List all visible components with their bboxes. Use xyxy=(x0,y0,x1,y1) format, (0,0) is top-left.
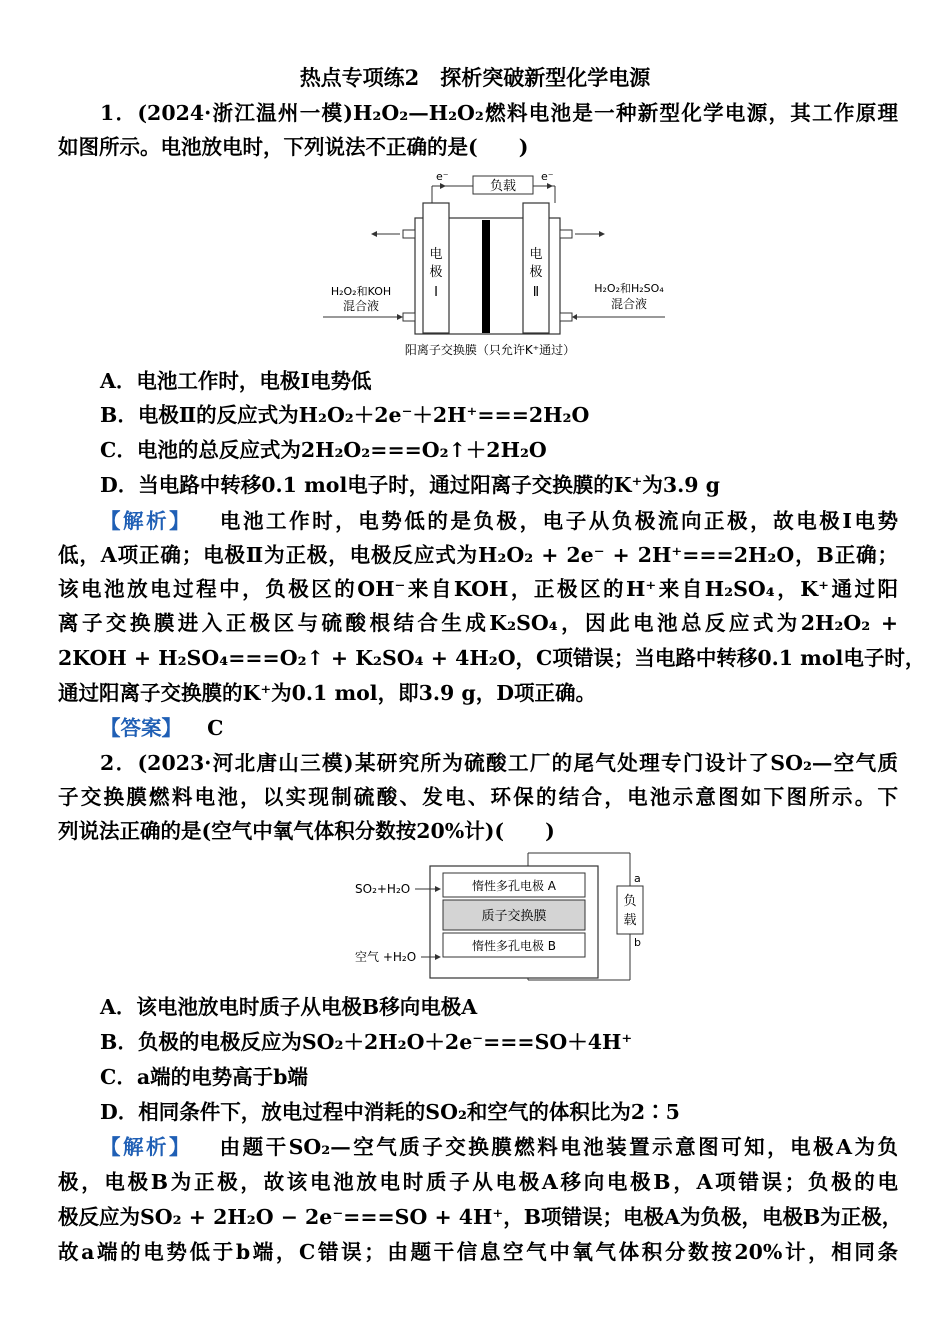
q1-option-a: A．电池工作时，电极Ⅰ电势低 xyxy=(100,369,372,393)
q1-analysis-line2: 低，A项正确；电极Ⅱ为正极，电极反应式为H₂O₂ + 2e⁻ + 2H⁺===2H₂O，B正确； xyxy=(58,543,898,567)
q1-answer xyxy=(100,711,898,745)
q2-option-d: D．相同条件下，放电过程中消耗的SO₂和空气的体积比为2∶5 xyxy=(100,1100,680,1124)
q1-analysis-line5: 2KOH + H₂SO₄===O₂↑ + K₂SO₄ + 4H₂O，C项错误；当电路中转移0.1 mol电子时， xyxy=(58,646,926,670)
svg-text:惰性多孔电极 A: 惰性多孔电极 A xyxy=(471,879,557,893)
svg-text:质子交换膜: 质子交换膜 xyxy=(481,909,547,924)
q2-analysis-line2: 极，电极B为正极，故该电池放电时质子从电极A移向电极B，A项错误；负极的电 xyxy=(58,1170,898,1194)
terminal-b-label: b xyxy=(634,936,641,949)
q1-option-d: D．当电路中转移0.1 mol电子时，通过阳离子交换膜的K⁺为3.9 g xyxy=(100,473,721,497)
left-solution-label: H₂O₂和KOH xyxy=(330,285,392,298)
q2-battery-diagram xyxy=(355,848,655,992)
q1-analysis-line6: 通过阳离子交换膜的K⁺为0.1 mol，即3.9 g，D项正确。 xyxy=(58,681,597,705)
svg-text:Ⅱ: Ⅱ xyxy=(532,285,540,300)
q1-analysis-tag: 【解析】 xyxy=(100,509,193,533)
q1-answer-tag: 【答案】 xyxy=(100,716,182,740)
q2-option-b: B．负极的电极反应为SO₂＋2H₂O＋2e⁻===SO＋4H⁺ xyxy=(100,1030,633,1054)
load-label: 负载 xyxy=(489,179,517,194)
membrane-label: 阳离子交换膜（只允许K⁺通过） xyxy=(404,343,576,357)
q1-answer-value: C xyxy=(207,716,224,740)
q1-option-b: B．电极Ⅱ的反应式为H₂O₂＋2e⁻＋2H⁺===2H₂O xyxy=(100,403,590,427)
svg-text:负: 负 xyxy=(623,894,637,909)
right-solution-label: H₂O₂和H₂SO₄ xyxy=(594,282,664,295)
page-title: 热点专项练2 探析突破新型化学电源 xyxy=(299,65,651,90)
q1-battery-diagram xyxy=(315,168,675,367)
svg-text:惰性多孔电极 B: 惰性多孔电极 B xyxy=(471,939,557,953)
terminal-a-label: a xyxy=(634,872,641,885)
q2-analysis-tag: 【解析】 xyxy=(100,1135,192,1159)
svg-text:Ⅰ: Ⅰ xyxy=(434,285,438,300)
q2-stem-line2: 子交换膜燃料电池，以实现制硫酸、发电、环保的结合，电池示意图如下图所示。下 xyxy=(58,785,898,809)
svg-text:混合液: 混合液 xyxy=(342,299,380,313)
svg-text:电: 电 xyxy=(429,247,443,262)
q2-stem-line3: 列说法正确的是(空气中氧气体积分数按20%计)( ) xyxy=(58,819,555,843)
q1-analysis-line1: 【解析】 电池工作时，电势低的是负极，电子从负极流向正极，故电极Ⅰ电势 xyxy=(100,509,899,533)
svg-text:载: 载 xyxy=(623,913,637,928)
q1-analysis-line3: 该电池放电过程中，负极区的OH⁻来自KOH，正极区的H⁺来自H₂SO₄，K⁺通过阳 xyxy=(58,577,898,601)
q2-analysis-line4: 故a端的电势低于b端，C错误；由题干信息空气中氧气体积分数按20%计，相同条 xyxy=(58,1240,898,1264)
q2-option-a: A．该电池放电时质子从电极B移向电极A xyxy=(100,995,478,1019)
q1-analysis-line4: 离子交换膜进入正极区与硫酸根结合生成K₂SO₄，因此电池总反应式为2H₂O₂ + xyxy=(58,611,898,635)
electron-right-label: e⁻ xyxy=(541,170,554,183)
q2-analysis-line3: 极反应为SO₂ + 2H₂O − 2e⁻===SO + 4H⁺，B项错误；电极A为负极，电极B为正极， xyxy=(58,1205,903,1229)
svg-text:混合液: 混合液 xyxy=(610,297,648,311)
svg-text:电: 电 xyxy=(529,247,543,262)
q1-option-c: C．电池的总反应式为2H₂O₂===O₂↑＋2H₂O xyxy=(100,438,547,462)
svg-text:极: 极 xyxy=(429,265,443,280)
cation-exchange-membrane xyxy=(482,220,490,333)
q2-stem-line1: 2．(2023·河北唐山三模)某研究所为硫酸工厂的尾气处理专门设计了SO₂—空气质 xyxy=(100,751,898,775)
q1-stem-line1: 1．(2024·浙江温州一模)H₂O₂—H₂O₂燃料电池是一种新型化学电源，其工作原理 xyxy=(100,101,898,125)
electron-left-label: e⁻ xyxy=(436,170,449,183)
q2-option-c: C．a端的电势高于b端 xyxy=(100,1065,308,1089)
q1-stem-line2: 如图所示。电池放电时，下列说法不正确的是( ) xyxy=(58,135,529,159)
input-top-label: SO₂+H₂O xyxy=(355,882,411,896)
input-bottom-label: 空气 +H₂O xyxy=(355,950,417,964)
svg-text:极: 极 xyxy=(529,265,543,280)
q2-analysis-line1: 【解析】 由题干SO₂—空气质子交换膜燃料电池装置示意图可知，电极A为负 xyxy=(100,1135,899,1159)
